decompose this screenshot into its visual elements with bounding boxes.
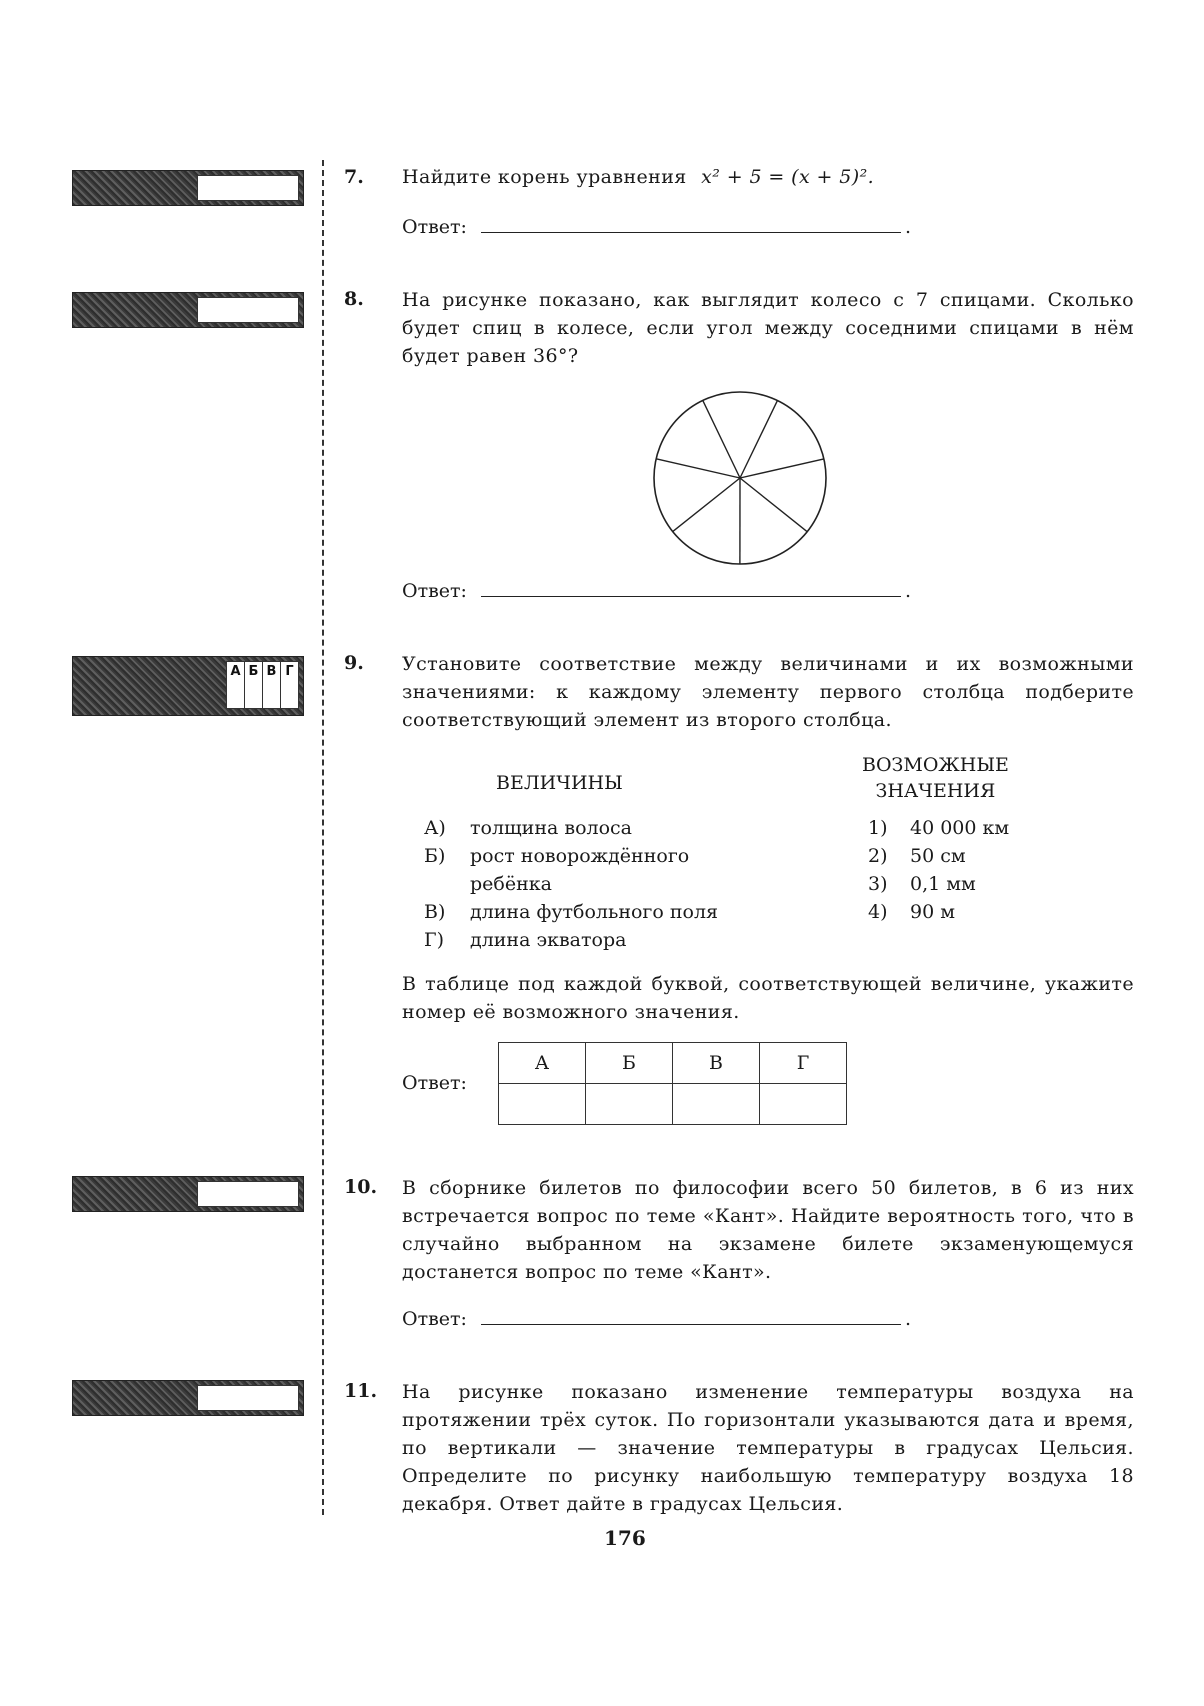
- q9-number: 9.: [344, 652, 364, 674]
- q9-answer-table-header: [499, 1043, 847, 1084]
- q9-margin-letter-b: Б: [244, 661, 262, 709]
- q9-right-item: 3) 0,1 мм: [868, 873, 976, 895]
- q9-left-item: Б) рост новорождённого: [424, 845, 690, 867]
- margin-cut-line: [322, 160, 324, 1515]
- q9-right-item: 4) 90 м: [868, 901, 955, 923]
- q9-col-header: В: [673, 1043, 760, 1084]
- q9-right-header-line1: ВОЗМОЖНЫЕ: [862, 754, 1009, 776]
- q9-answer-cell-a[interactable]: [499, 1084, 586, 1125]
- q7-equation: x² + 5 = (x + 5)².: [701, 166, 875, 188]
- wheel-spoke: [740, 401, 777, 478]
- q9-answer-table: [498, 1042, 847, 1125]
- q7-answer-label: Ответ:: [402, 216, 467, 238]
- wheel-spoke: [673, 478, 740, 532]
- wheel-spoke: [740, 459, 824, 478]
- q9-margin-letter-a: А: [226, 661, 244, 709]
- q9-left-item: ребёнка: [470, 873, 552, 895]
- q7-answer-line: [402, 214, 911, 238]
- q9-col-header: Б: [586, 1043, 673, 1084]
- q9-margin-answer-box: [72, 656, 304, 716]
- q11-number: 11.: [344, 1380, 378, 1402]
- q7-answer-field[interactable]: [481, 214, 901, 233]
- q7-answer-end: .: [904, 216, 911, 238]
- q9-right-header: [862, 752, 1009, 804]
- q9-answer-table-row: [499, 1084, 847, 1125]
- q9-left-item: А) толщина волоса: [424, 817, 632, 839]
- wheel-spoke: [740, 478, 807, 532]
- q9-margin-letter-g: Г: [280, 661, 299, 709]
- q9-left-item: Г) длина экватора: [424, 929, 627, 951]
- q10-text: В сборнике билетов по философии всего 50 билетов, в 6 из них встречается вопрос по теме «Кант». Найдите вероятность того, что в случайно выбранном на экзамене билете экзаменующемуся достанется вопрос по теме «Кант».: [402, 1177, 1134, 1283]
- q8-text: На рисунке показано, как выглядит колесо с 7 спицами. Сколько будет спиц в колесе, если угол между соседними спицами в нём будет равен 36°?: [402, 289, 1134, 367]
- q9-left-header: ВЕЛИЧИНЫ: [496, 772, 623, 794]
- q9-answer-cell-g[interactable]: [760, 1084, 847, 1125]
- q9-text: Установите соответствие между величинами и их возможными значениями: к каждому элементу первого столбца подберите соответствующий элемент из второго столбца.: [402, 653, 1134, 731]
- q10-answer-label: Ответ:: [402, 1308, 467, 1330]
- wheel-spoke: [656, 459, 740, 478]
- q7-text: [402, 166, 874, 188]
- q10-margin-answer-box: [72, 1176, 304, 1212]
- q11-margin-answer-cell[interactable]: [197, 1385, 299, 1411]
- page-number: 176: [604, 1526, 646, 1550]
- wheel-spokes: [656, 400, 824, 564]
- q9-instruction: В таблице под каждой буквой, соответствующей величине, укажите номер её возможного значения.: [402, 973, 1134, 1023]
- q8-answer-end: .: [904, 580, 911, 602]
- q10-number: 10.: [344, 1176, 378, 1198]
- q9-right-header-line2: ЗНАЧЕНИЯ: [875, 780, 996, 802]
- q8-answer-label: Ответ:: [402, 580, 467, 602]
- q10-answer-line: [402, 1306, 911, 1330]
- q9-answer-label: Ответ:: [402, 1072, 467, 1094]
- q8-answer-line: [402, 578, 911, 602]
- q8-margin-answer-cell[interactable]: [197, 297, 299, 323]
- q8-answer-field[interactable]: [481, 578, 901, 597]
- wheel-spoke: [703, 400, 740, 478]
- q9-answer-cell-b[interactable]: [586, 1084, 673, 1125]
- q9-left-item: В) длина футбольного поля: [424, 901, 719, 923]
- q9-margin-letter-cells[interactable]: [226, 661, 299, 709]
- q9-right-item: 1) 40 000 км: [868, 817, 1010, 839]
- q10-answer-end: .: [904, 1308, 911, 1330]
- q8-number: 8.: [344, 288, 364, 310]
- q10-margin-answer-cell[interactable]: [197, 1181, 299, 1207]
- q9-margin-letter-v: В: [262, 661, 280, 709]
- q7-prompt: Найдите корень уравнения: [402, 166, 687, 188]
- q9-answer-cell-v[interactable]: [673, 1084, 760, 1125]
- q11-margin-answer-box: [72, 1380, 304, 1416]
- q9-col-header: А: [499, 1043, 586, 1084]
- q9-col-header: Г: [760, 1043, 847, 1084]
- q8-margin-answer-box: [72, 292, 304, 328]
- q7-number: 7.: [344, 166, 364, 188]
- q8-wheel-figure: [650, 388, 830, 568]
- q7-margin-answer-cell[interactable]: [197, 175, 299, 201]
- q11-text: На рисунке показано изменение температуры воздуха на протяжении трёх суток. По горизонтали указываются дата и время, по вертикали — значение температуры в градусах Цельсия. Определите по рисунку наибольшую температуру воздуха 18 декабря. Ответ дайте в градусах Цельсия.: [402, 1381, 1134, 1515]
- q7-margin-answer-box: [72, 170, 304, 206]
- q9-right-item: 2) 50 см: [868, 845, 966, 867]
- q10-answer-field[interactable]: [481, 1306, 901, 1325]
